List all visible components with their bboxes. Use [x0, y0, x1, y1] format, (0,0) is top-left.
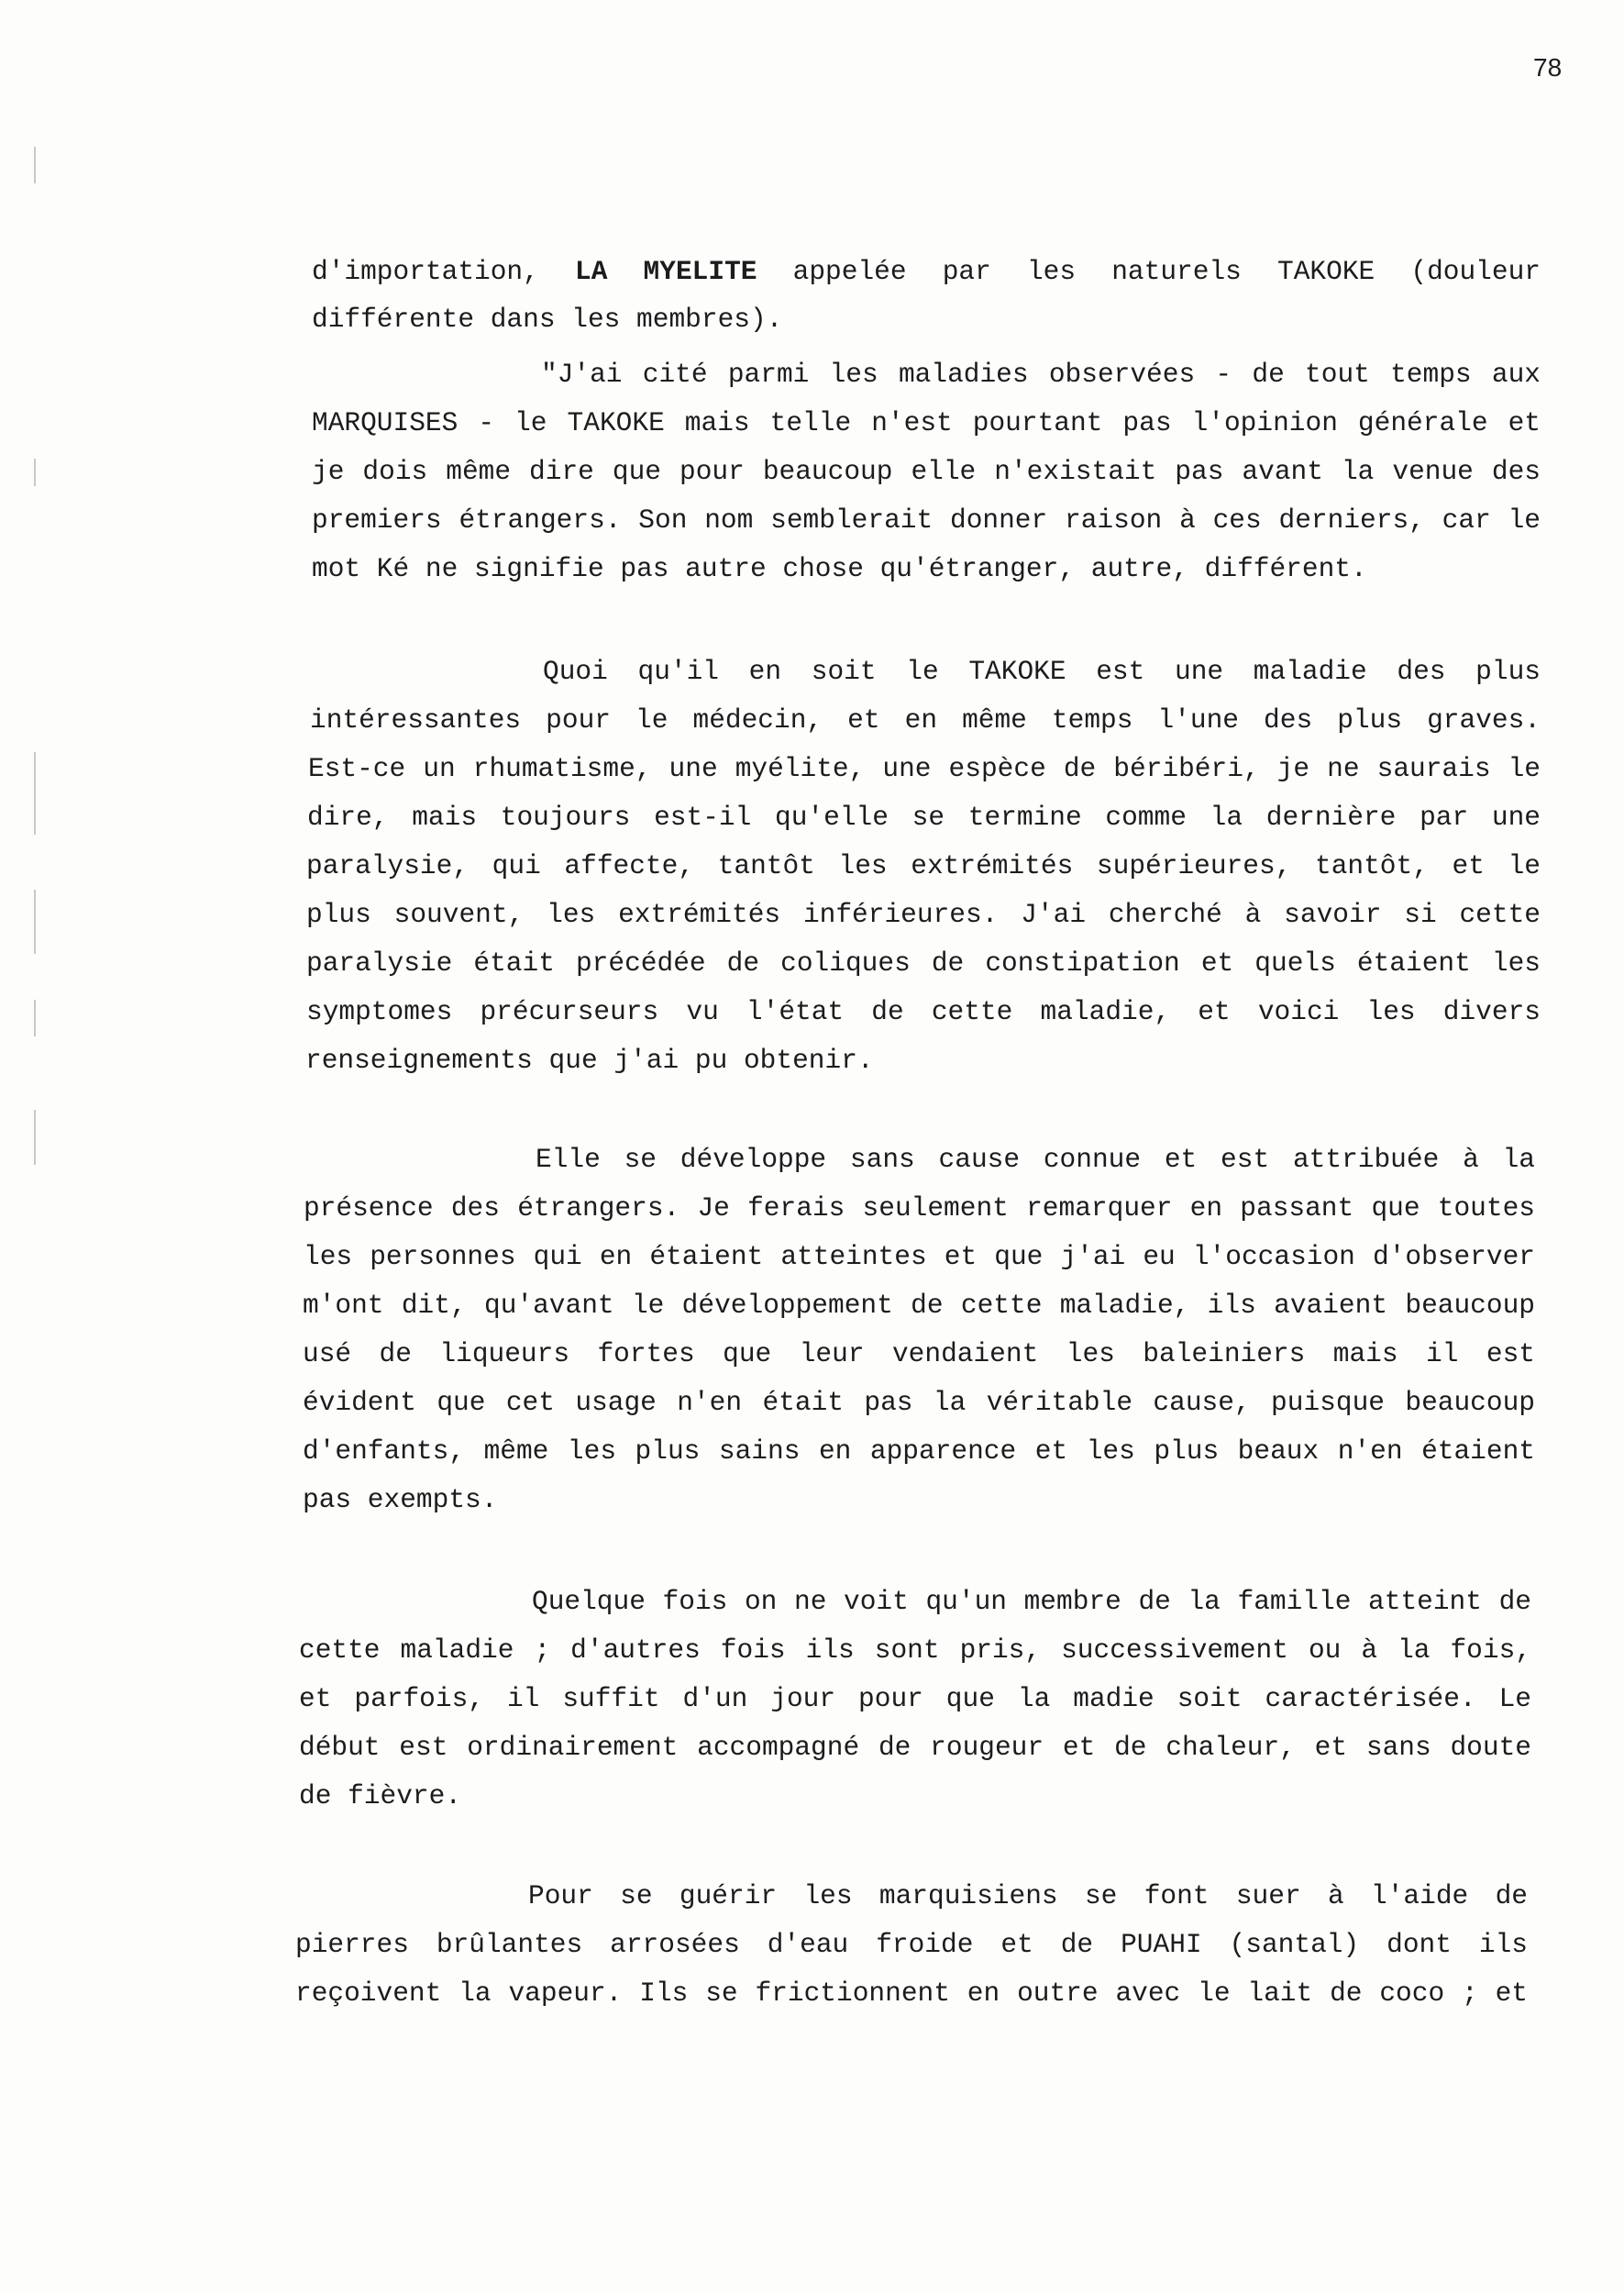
- text-line: cette maladie ; d'autres fois ils sont pris, successivement ou à la fois,: [299, 1634, 1531, 1666]
- text-line: début est ordinairement accompagné de rougeur et de chaleur, et sans doute: [299, 1732, 1531, 1763]
- text-line: reçoivent la vapeur. Ils se frictionnent en outre avec le lait de coco ; et: [295, 1977, 1528, 2009]
- text-line: d'importation, LA MYELITE appelée par les naturels TAKOKE (douleur: [312, 256, 1541, 287]
- text-line: renseignements que j'ai pu obtenir.: [305, 1045, 874, 1076]
- text-line: intéressantes pour le médecin, et en même temps l'une des plus graves.: [310, 704, 1541, 736]
- scan-margin-mark: [34, 459, 36, 486]
- emphasized-term: LA MYELITE: [575, 256, 757, 287]
- text-line: d'enfants, même les plus sains en apparence et les plus beaux n'en étaient: [303, 1435, 1535, 1467]
- text-line: je dois même dire que pour beaucoup elle n'existait pas avant la venue des: [312, 456, 1541, 487]
- text-line: usé de liqueurs fortes que leur vendaient les baleiniers mais il est: [303, 1338, 1535, 1369]
- text-line: premiers étrangers. Son nom semblerait donner raison à ces derniers, car le: [312, 504, 1541, 536]
- text-line: dire, mais toujours est-il qu'elle se termine comme la dernière par une: [307, 802, 1541, 833]
- page-number: 78: [1533, 53, 1563, 82]
- text-line: symptomes précurseurs vu l'état de cette maladie, et voici les divers: [306, 996, 1541, 1027]
- text-line: plus souvent, les extrémités inférieures. J'ai cherché à savoir si cette: [306, 899, 1541, 930]
- text-line: paralysie était précédée de coliques de constipation et quels étaient les: [306, 947, 1541, 979]
- scan-margin-mark: [34, 1000, 36, 1036]
- text-line: MARQUISES - le TAKOKE mais telle n'est pourtant pas l'opinion générale et: [312, 407, 1541, 438]
- text-line: mot Ké ne signifie pas autre chose qu'étranger, autre, différent.: [312, 553, 1367, 584]
- scan-margin-mark: [34, 1110, 36, 1165]
- text-line: Est-ce un rhumatisme, une myélite, une espèce de béribéri, je ne saurais le: [308, 753, 1541, 784]
- scan-margin-mark: [34, 752, 36, 835]
- text-line: présence des étrangers. Je ferais seulement remarquer en passant que toutes: [304, 1192, 1535, 1224]
- scan-margin-mark: [34, 147, 36, 183]
- text-line: Pour se guérir les marquisiens se font suer à l'aide de: [528, 1880, 1528, 1911]
- text-line: pas exempts.: [303, 1484, 498, 1515]
- text-line: évident que cet usage n'en était pas la véritable cause, puisque beaucoup: [303, 1387, 1535, 1418]
- text-line: Elle se développe sans cause connue et est attribuée à la: [536, 1144, 1535, 1175]
- text-line: différente dans les membres).: [312, 304, 783, 335]
- text-line: Quelque fois on ne voit qu'un membre de la famille atteint de: [532, 1586, 1531, 1617]
- text-line: m'ont dit, qu'avant le développement de cette maladie, ils avaient beaucoup: [303, 1290, 1535, 1321]
- text-line: Quoi qu'il en soit le TAKOKE est une maladie des plus: [543, 656, 1541, 687]
- text-line: de fièvre.: [299, 1780, 462, 1811]
- text-line: pierres brûlantes arrosées d'eau froide et de PUAHI (santal) dont ils: [295, 1929, 1528, 1960]
- text-line: et parfois, il suffit d'un jour pour que la madie soit caractérisée. Le: [299, 1683, 1531, 1714]
- text-line: "J'ai cité parmi les maladies observées - de tout temps aux: [541, 359, 1541, 390]
- text-line: paralysie, qui affecte, tantôt les extrémités supérieures, tantôt, et le: [306, 850, 1541, 881]
- scan-margin-mark: [34, 890, 36, 954]
- text-line: les personnes qui en étaient atteintes et que j'ai eu l'occasion d'observer: [304, 1241, 1535, 1272]
